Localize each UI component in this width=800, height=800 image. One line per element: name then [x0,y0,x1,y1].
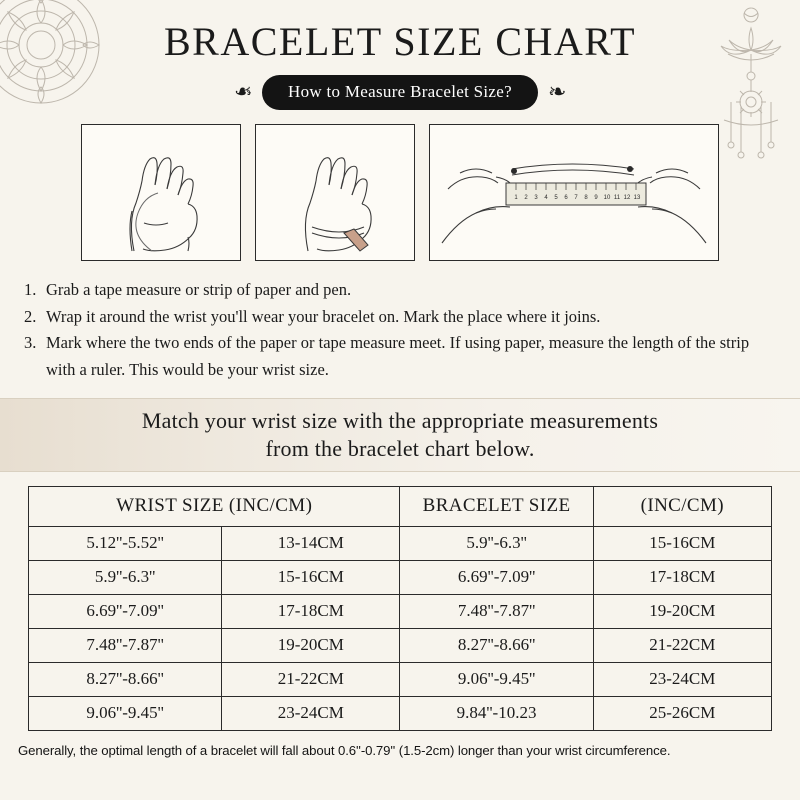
svg-text:10: 10 [603,195,611,201]
cell-wrist-inch: 5.12''-5.52'' [29,526,222,560]
table-header-row [29,486,772,526]
cell-wrist-cm: 15-16CM [222,560,400,594]
svg-text:8: 8 [584,195,588,201]
bracelet-size-table [28,486,772,731]
hand-with-tape-illustration [81,124,241,261]
svg-text:3: 3 [534,195,538,201]
measure-steps-list [24,277,780,384]
table-row [29,696,772,730]
cell-bracelet-inch: 9.06''-9.45'' [400,662,593,696]
cell-bracelet-cm: 23-24CM [593,662,771,696]
size-table-wrapper [28,486,772,731]
step-text: Mark where the two ends of the paper or tape measure meet. If using paper, measure the length of the strip with a ruler. This would be your wrist size. [46,333,750,380]
match-instruction-band [0,398,800,472]
step-text: Grab a tape measure or strip of paper and pen. [46,280,352,299]
subtitle-banner [0,75,800,110]
flourish-right-icon: ❧ [547,79,567,105]
list-item [24,304,780,331]
svg-text:11: 11 [613,195,621,201]
page-title: BRACELET SIZE CHART [163,19,637,64]
cell-bracelet-cm: 19-20CM [593,594,771,628]
svg-text:2: 2 [524,195,528,201]
svg-text:12: 12 [623,195,631,201]
svg-text:6: 6 [564,195,568,201]
cell-bracelet-inch: 5.9''-6.3'' [400,526,593,560]
cell-wrist-inch: 7.48''-7.87'' [29,628,222,662]
svg-text:5: 5 [554,195,558,201]
step-number: 2. [24,306,37,326]
step-number: 3. [24,333,37,353]
table-header-bracelet-unit: (INC/CM) [593,486,771,526]
cell-bracelet-cm: 25-26CM [593,696,771,730]
cell-wrist-inch: 8.27''-8.66'' [29,662,222,696]
svg-text:13: 13 [633,195,641,201]
cell-wrist-cm: 17-18CM [222,594,400,628]
table-header-wrist-size: WRIST SIZE (INC/CM) [29,486,400,526]
svg-text:9: 9 [594,195,598,201]
cell-bracelet-inch: 6.69''-7.09'' [400,560,593,594]
match-line-1: Match your wrist size with the appropriate measurements [141,407,659,433]
svg-text:4: 4 [544,195,548,201]
cell-bracelet-cm: 17-18CM [593,560,771,594]
subtitle-pill: How to Measure Bracelet Size? [262,75,538,110]
illustration-row [0,124,800,261]
cell-wrist-inch: 6.69''-7.09'' [29,594,222,628]
table-row [29,526,772,560]
cell-wrist-cm: 13-14CM [222,526,400,560]
hand-with-paper-strip-illustration [255,124,415,261]
cell-bracelet-inch: 7.48''-7.87'' [400,594,593,628]
table-row [29,594,772,628]
svg-text:1: 1 [514,195,518,201]
table-row [29,628,772,662]
list-item [24,330,780,383]
svg-text:7: 7 [574,195,578,201]
hands-measuring-with-ruler-illustration [429,124,719,261]
flourish-left-icon: ❧ [233,79,253,105]
cell-bracelet-cm: 21-22CM [593,628,771,662]
cell-wrist-cm: 23-24CM [222,696,400,730]
footnote-text: Generally, the optimal length of a bracelet will fall about 0.6''-0.79'' (1.5-2cm) longer than your wrist circumference. [18,742,671,758]
cell-wrist-inch: 9.06''-9.45'' [29,696,222,730]
cell-bracelet-cm: 15-16CM [593,526,771,560]
table-row [29,560,772,594]
step-text: Wrap it around the wrist you'll wear your bracelet on. Mark the place where it joins. [46,306,601,326]
list-item [24,277,780,304]
cell-wrist-cm: 21-22CM [222,662,400,696]
cell-wrist-cm: 19-20CM [222,628,400,662]
table-row [29,662,772,696]
cell-bracelet-inch: 8.27''-8.66'' [400,628,593,662]
cell-bracelet-inch: 9.84''-10.23 [400,696,593,730]
table-header-bracelet-size: BRACELET SIZE [400,486,593,526]
match-line-2: from the bracelet chart below. [265,435,535,461]
cell-wrist-inch: 5.9''-6.3'' [29,560,222,594]
step-number: 1. [24,280,37,299]
